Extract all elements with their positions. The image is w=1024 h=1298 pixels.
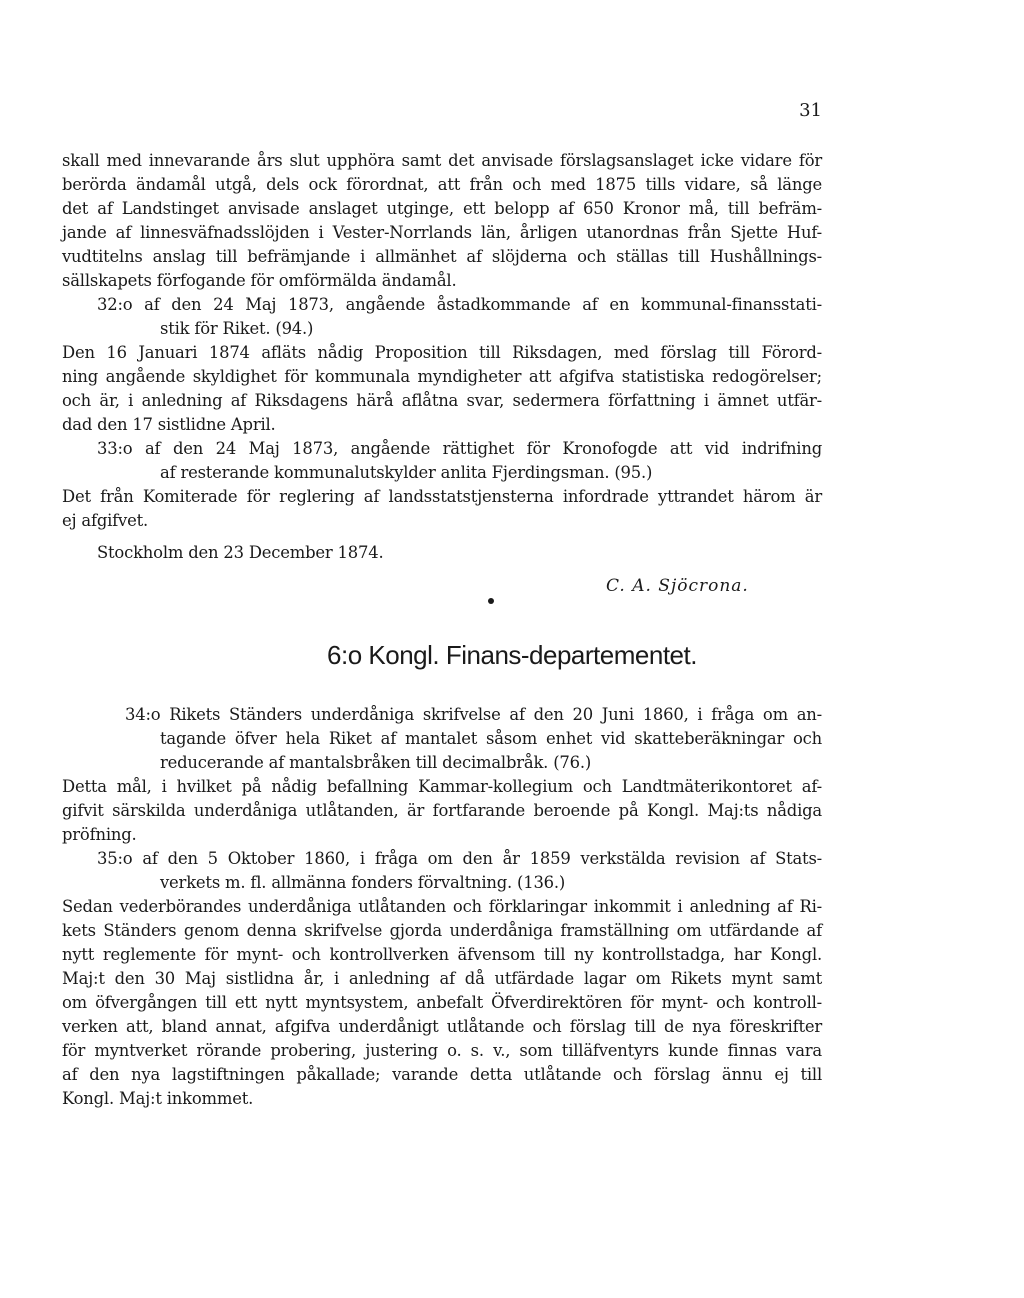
item-33-heading: 33:o af den 24 Maj 1873, angående rättighet för Kronofogde att vid indrifning — [97, 439, 822, 458]
text-line: ning angående skyldighet för kommunala myndigheter att afgifva statistiska redogörelser; — [62, 367, 822, 386]
text-line: Maj:t den 30 Maj sistlidna år, i anledning af då utfärdade lagar om Rikets mynt samt — [62, 969, 822, 988]
item-34-heading: tagande öfver hela Riket af mantalet såsom enhet vid skatteberäkningar och — [160, 729, 822, 748]
item-35-heading: 35:o af den 5 Oktober 1860, i fråga om den år 1859 verkstälda revision af Stats- — [97, 849, 822, 868]
text-line: skall med innevarande års slut upphöra samt det anvisade förslagsanslaget icke vidare för — [62, 151, 822, 170]
text-line: sällskapets förfogande för omförmälda ändamål. — [62, 271, 457, 290]
text-line: det af Landstinget anvisade anslaget utginge, ett belopp af 650 Kronor må, till befräm- — [62, 199, 822, 218]
item-34-heading: reducerande af mantalsbråken till decimalbråk. (76.) — [160, 753, 592, 772]
text-line: af den nya lagstiftningen påkallade; varande detta utlåtande och förslag ännu ej till — [62, 1065, 822, 1084]
item-34-heading: 34:o Rikets Ständers underdåniga skrifvelse af den 20 Juni 1860, i fråga om an- — [125, 705, 822, 724]
text-line: Den 16 Januari 1874 afläts nådig Proposition till Riksdagen, med förslag till Förord- — [62, 343, 822, 362]
section-heading: 6:o Kongl. Finans-departementet. — [327, 640, 697, 670]
text-line: vudtitelns anslag till befrämjande i allmänhet af slöjderna och ställas till Hushållnings- — [62, 247, 822, 266]
item-33-heading: af resterande kommunalutskylder anlita Fjerdingsman. (95.) — [160, 463, 653, 482]
text-line: Det från Komiterade för reglering af landsstatstjensterna infordrade yttrandet härom är — [62, 487, 822, 506]
text-line: Kongl. Maj:t inkommet. — [62, 1089, 254, 1108]
text-line: verken att, bland annat, afgifva underdånigt utlåtande och förslag till de nya föreskrifter — [62, 1017, 822, 1036]
page-number: 31 — [799, 100, 822, 121]
item-35-heading: verkets m. fl. allmänna fonders förvaltning. (136.) — [160, 873, 566, 892]
text-line: för myntverket rörande probering, justering o. s. v., som tilläfventyrs kunde finnas vara — [62, 1041, 822, 1060]
signature: C. A. Sjöcrona. — [606, 576, 749, 596]
dateline: Stockholm den 23 December 1874. — [97, 543, 384, 562]
text-line: nytt reglemente för mynt- och kontrollverken äfvensom till ny kontrollstadga, har Kongl. — [62, 945, 822, 964]
stray-dot — [488, 598, 494, 604]
text-line: pröfning. — [62, 825, 137, 844]
item-32-heading: stik för Riket. (94.) — [160, 319, 314, 338]
text-line: Sedan vederbörandes underdåniga utlåtanden och förklaringar inkommit i anledning af Ri- — [62, 897, 822, 916]
text-line: och är, i anledning af Riksdagens härå aflåtna svar, sedermera författning i ämnet utfär- — [62, 391, 822, 410]
text-line: kets Ständers genom denna skrifvelse gjorda underdåniga framställning om utfärdande af — [62, 921, 822, 940]
text-line: berörda ändamål utgå, dels ock förordnat, att från och med 1875 tills vidare, så länge — [62, 175, 822, 194]
text-line: ej afgifvet. — [62, 511, 148, 530]
text-line: jande af linnesväfnadsslöjden i Vester-Norrlands län, årligen utanordnas från Sjette Huf- — [62, 223, 822, 242]
text-line: Detta mål, i hvilket på nådig befallning Kammar-kollegium och Landtmäterikontoret af- — [62, 777, 822, 796]
text-line: gifvit särskilda underdåniga utlåtanden, är fortfarande beroende på Kongl. Maj:ts nådiga — [62, 801, 822, 820]
text-line: dad den 17 sistlidne April. — [62, 415, 276, 434]
item-32-heading: 32:o af den 24 Maj 1873, angående åstadkommande af en kommunal-finansstati- — [97, 295, 822, 314]
text-line: om öfvergången till ett nytt myntsystem, anbefalt Öfverdirektören för mynt- och kontroll- — [62, 993, 822, 1012]
